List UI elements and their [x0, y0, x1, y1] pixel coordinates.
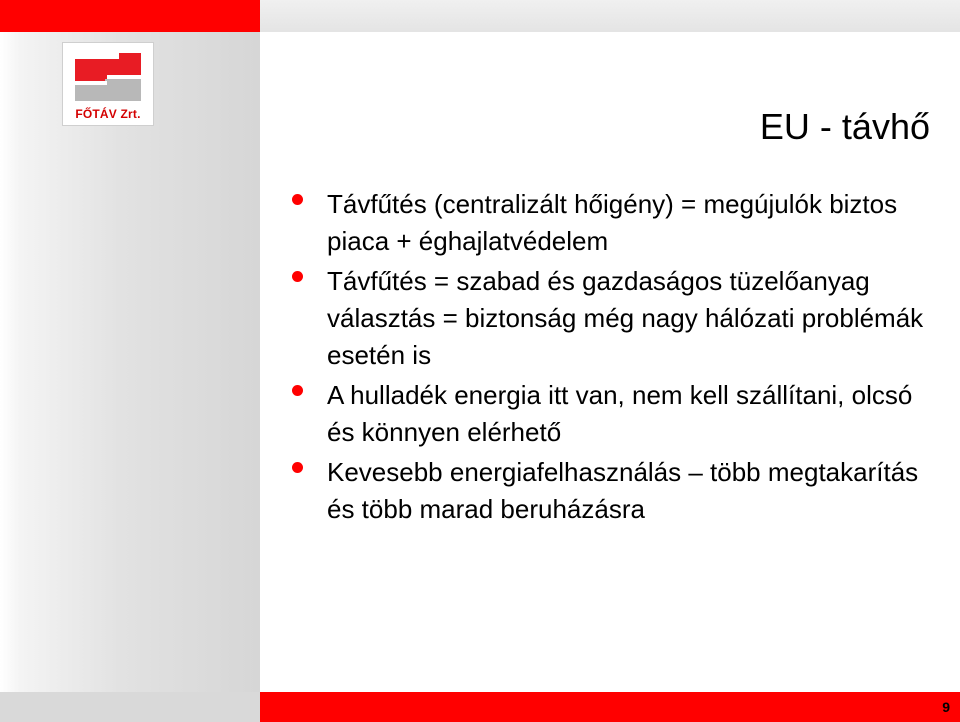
logo-mark-icon: [69, 49, 147, 105]
bullet-item: [290, 263, 930, 374]
bottom-red-bar: [260, 692, 960, 722]
slide-title: EU - távhő: [759, 106, 930, 147]
bullet-text: Távfűtés = szabad és gazdaságos tüzelőanyag választás = biztonság még nagy hálózati problémák esetén is: [327, 266, 924, 370]
bullet-text: Távfűtés (centralizált hőigény) = megújulók biztos piaca + éghajlatvédelem: [327, 189, 898, 256]
bullet-list: [290, 186, 930, 531]
company-logo: [62, 42, 154, 126]
bullet-item: [290, 186, 930, 260]
bullet-item: [290, 377, 930, 451]
top-red-bar: [0, 0, 260, 32]
page-number: 9: [942, 699, 950, 715]
bottom-gray-bar: [0, 692, 260, 722]
logo-text: FŐTÁV Zrt.: [75, 107, 141, 121]
bullet-item: [290, 454, 930, 528]
bullet-dot-icon: [292, 462, 303, 473]
bullet-text: A hulladék energia itt van, nem kell szállítani, olcsó és könnyen elérhető: [327, 380, 913, 447]
bullet-dot-icon: [292, 271, 303, 282]
bullet-dot-icon: [292, 385, 303, 396]
top-gray-bar: [260, 0, 960, 32]
bullet-dot-icon: [292, 194, 303, 205]
bullet-text: Kevesebb energiafelhasználás – több megtakarítás és több marad beruházásra: [327, 457, 919, 524]
